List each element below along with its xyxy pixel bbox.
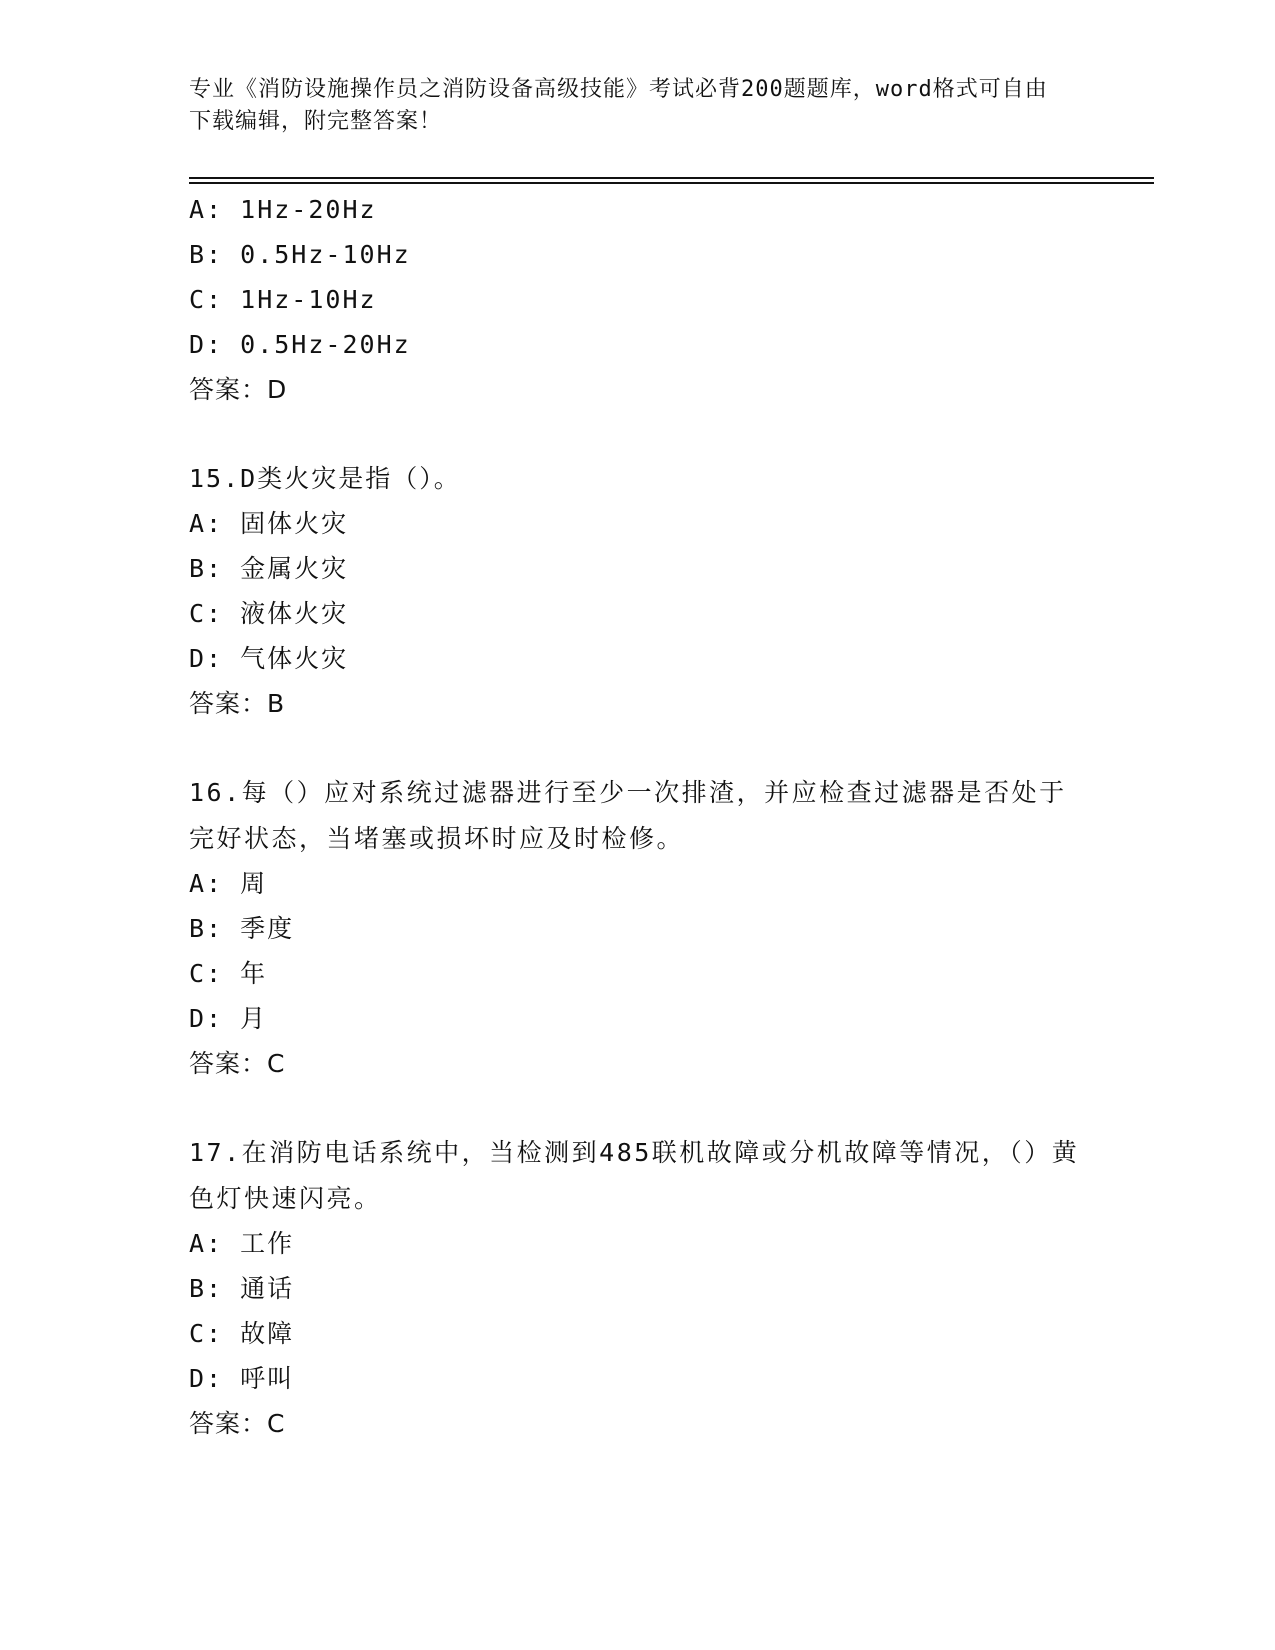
q16-answer: 答案：C xyxy=(189,1049,286,1078)
q15-question: 15.D类火灾是指（）。 xyxy=(189,464,461,493)
q17-option-d: D: 呼叫 xyxy=(189,1364,295,1393)
q15-option-d: D: 气体火灾 xyxy=(189,644,349,673)
q17-option-a: A: 工作 xyxy=(189,1229,295,1258)
document-header: 专业《消防设施操作员之消防设备高级技能》考试必背200题题库，word格式可自由下载编辑，附完整答案！ xyxy=(189,77,1048,134)
q14-answer: 答案：D xyxy=(189,375,288,404)
q14-option-a: A: 1Hz-20Hz xyxy=(189,195,377,224)
q14-option-d: D: 0.5Hz-20Hz xyxy=(189,330,411,359)
q16-option-b: B: 季度 xyxy=(189,914,295,943)
q15-option-b: B: 金属火灾 xyxy=(189,554,349,583)
q16-option-a: A: 周 xyxy=(189,869,268,898)
q17-option-c: C: 故障 xyxy=(189,1319,295,1348)
q17-question: 17.在消防电话系统中，当检测到485联机故障或分机故障等情况，（）黄色灯快速闪亮。 xyxy=(189,1138,1080,1213)
q16-question: 16.每（）应对系统过滤器进行至少一次排渣，并应检查过滤器是否处于完好状态，当堵塞或损坏时应及时检修。 xyxy=(189,778,1067,853)
q16-option-d: D: 月 xyxy=(189,1004,268,1033)
q15-answer: 答案：B xyxy=(189,689,286,718)
q15-option-c: C: 液体火灾 xyxy=(189,599,349,628)
q14-option-b: B: 0.5Hz-10Hz xyxy=(189,240,411,269)
q17-answer: 答案：C xyxy=(189,1409,286,1438)
q14-option-c: C: 1Hz-10Hz xyxy=(189,285,377,314)
q16-option-c: C: 年 xyxy=(189,959,268,988)
q17-option-b: B: 通话 xyxy=(189,1274,295,1303)
q15-option-a: A: 固体火灾 xyxy=(189,509,349,538)
header-rule-bottom xyxy=(189,182,1154,184)
header-rule-top xyxy=(189,177,1154,179)
